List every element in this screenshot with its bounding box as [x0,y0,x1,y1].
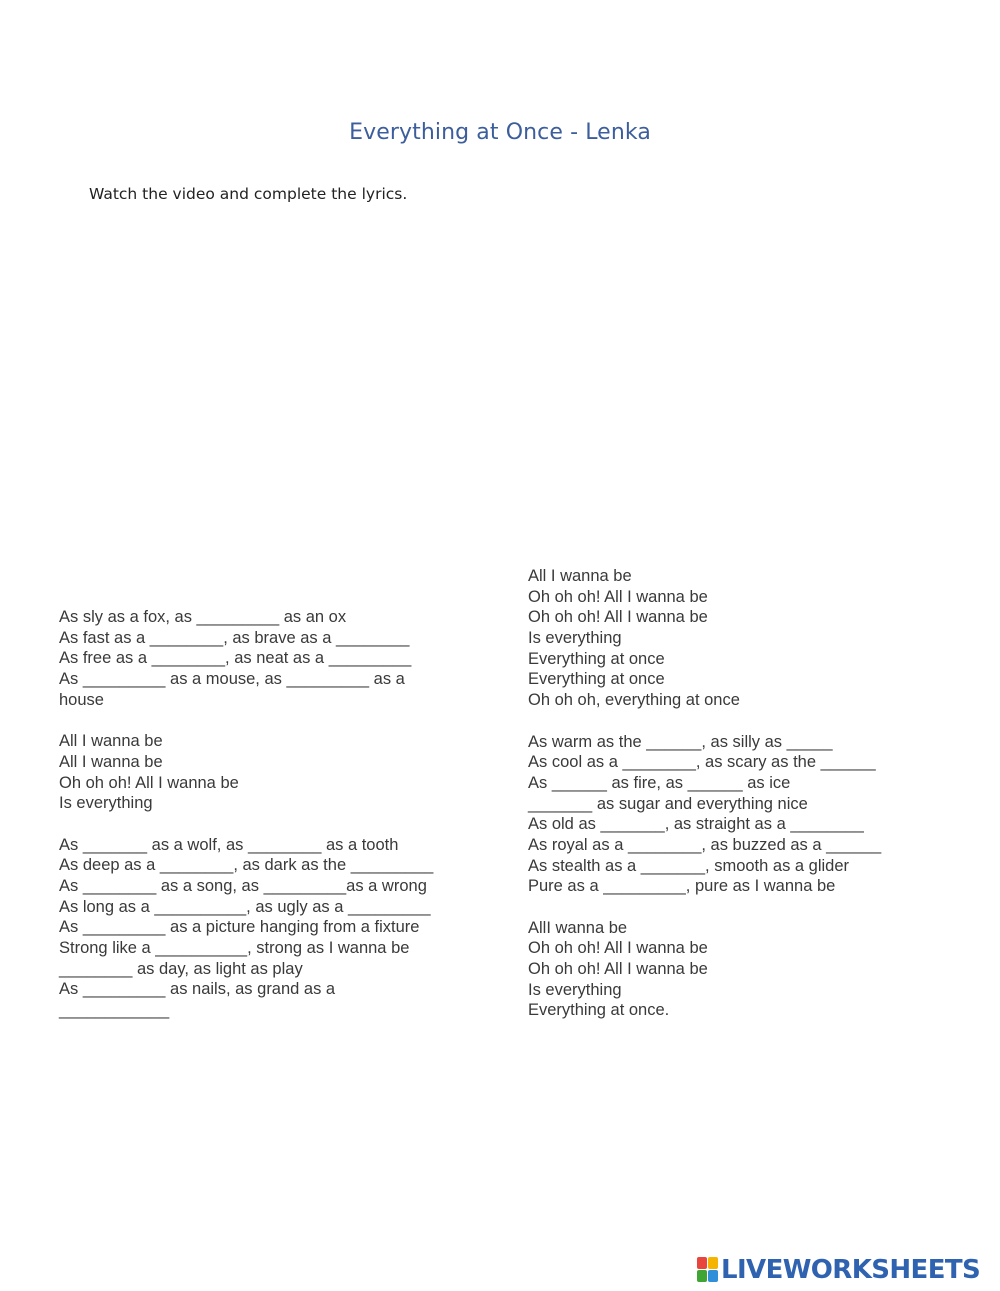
lyric-line: All I wanna be [59,732,163,751]
lyric-line: Everything at once [528,670,665,689]
instruction-text: Watch the video and complete the lyrics. [89,185,408,203]
lyric-line: As deep as a ________, as dark as the _________ [59,856,434,875]
lyric-line: As royal as a ________, as buzzed as a ______ [528,835,882,854]
lyric-line: As fast as a ________, as brave as a ________ [59,628,410,647]
liveworksheets-logo-text: LIVEWORKSHEETS [721,1255,981,1285]
lyric-line: Everything at once [528,649,665,668]
worksheet-title: Everything at Once - Lenka [349,120,651,145]
lyric-line: As _________ as nails, as grand as a [59,980,336,999]
lyric-line: Oh oh oh! All I wanna be [528,587,708,606]
stanza-gap [528,711,881,732]
lyric-line: Pure as a _________, pure as I wanna be [528,877,836,896]
lyric-line: Oh oh oh! All I wanna be [59,773,239,792]
lyric-line: _______ as sugar and everything nice [528,794,808,813]
lyric-line: As cool as a ________, as scary as the ______ [528,753,876,772]
lyric-line: Oh oh oh! All I wanna be [528,960,708,979]
lyric-line: ____________ [59,1001,170,1020]
lyric-line: Everything at once. [528,1001,670,1020]
lyric-line: As warm as the ______, as silly as _____ [528,732,833,751]
lyric-line: Is everything [528,980,622,999]
stanza-gap [59,710,433,731]
lyrics-right-column [528,566,881,1021]
stanza-gap [528,897,881,918]
lyric-line: Oh oh oh! All I wanna be [528,939,708,958]
lyric-line: As stealth as a _______, smooth as a glider [528,856,850,875]
lyric-line: Is everything [528,629,622,648]
lyric-line: ________ as day, as light as play [59,959,303,978]
lyric-line: Strong like a __________, strong as I wanna be [59,939,410,957]
lyric-line: As ______ as fire, as ______ as ice [528,773,791,792]
lyric-line: As ________ as a song, as _________as a wrong [59,876,427,895]
lyric-line: Oh oh oh! All I wanna be [528,608,708,627]
lyric-line: As old as _______, as straight as a ________ [528,815,864,834]
lyric-line: AllI wanna be [528,918,628,937]
lyric-line: All I wanna be [59,752,163,771]
lyric-line: house [59,690,104,709]
lyric-line: Oh oh oh, everything at once [528,691,740,710]
lyric-line: As long as a __________, as ugly as a _________ [59,897,431,916]
lyric-line: As _______ as a wolf, as ________ as a tooth [59,835,399,854]
lyric-line: As sly as a fox, as _________ as an ox [59,608,347,626]
lyric-line: As _________ as a picture hanging from a fixture [59,918,420,937]
stanza-gap [59,814,433,835]
liveworksheets-logo[interactable] [697,1256,980,1284]
lyric-line: All I wanna be [528,567,632,585]
lyric-line: As _________ as a mouse, as _________ as a [59,670,405,689]
lyrics-left-column [59,607,433,1021]
liveworksheets-logo-icon [697,1257,719,1283]
lyric-line: Is everything [59,794,153,813]
lyric-line: As free as a ________, as neat as a _________ [59,649,412,668]
